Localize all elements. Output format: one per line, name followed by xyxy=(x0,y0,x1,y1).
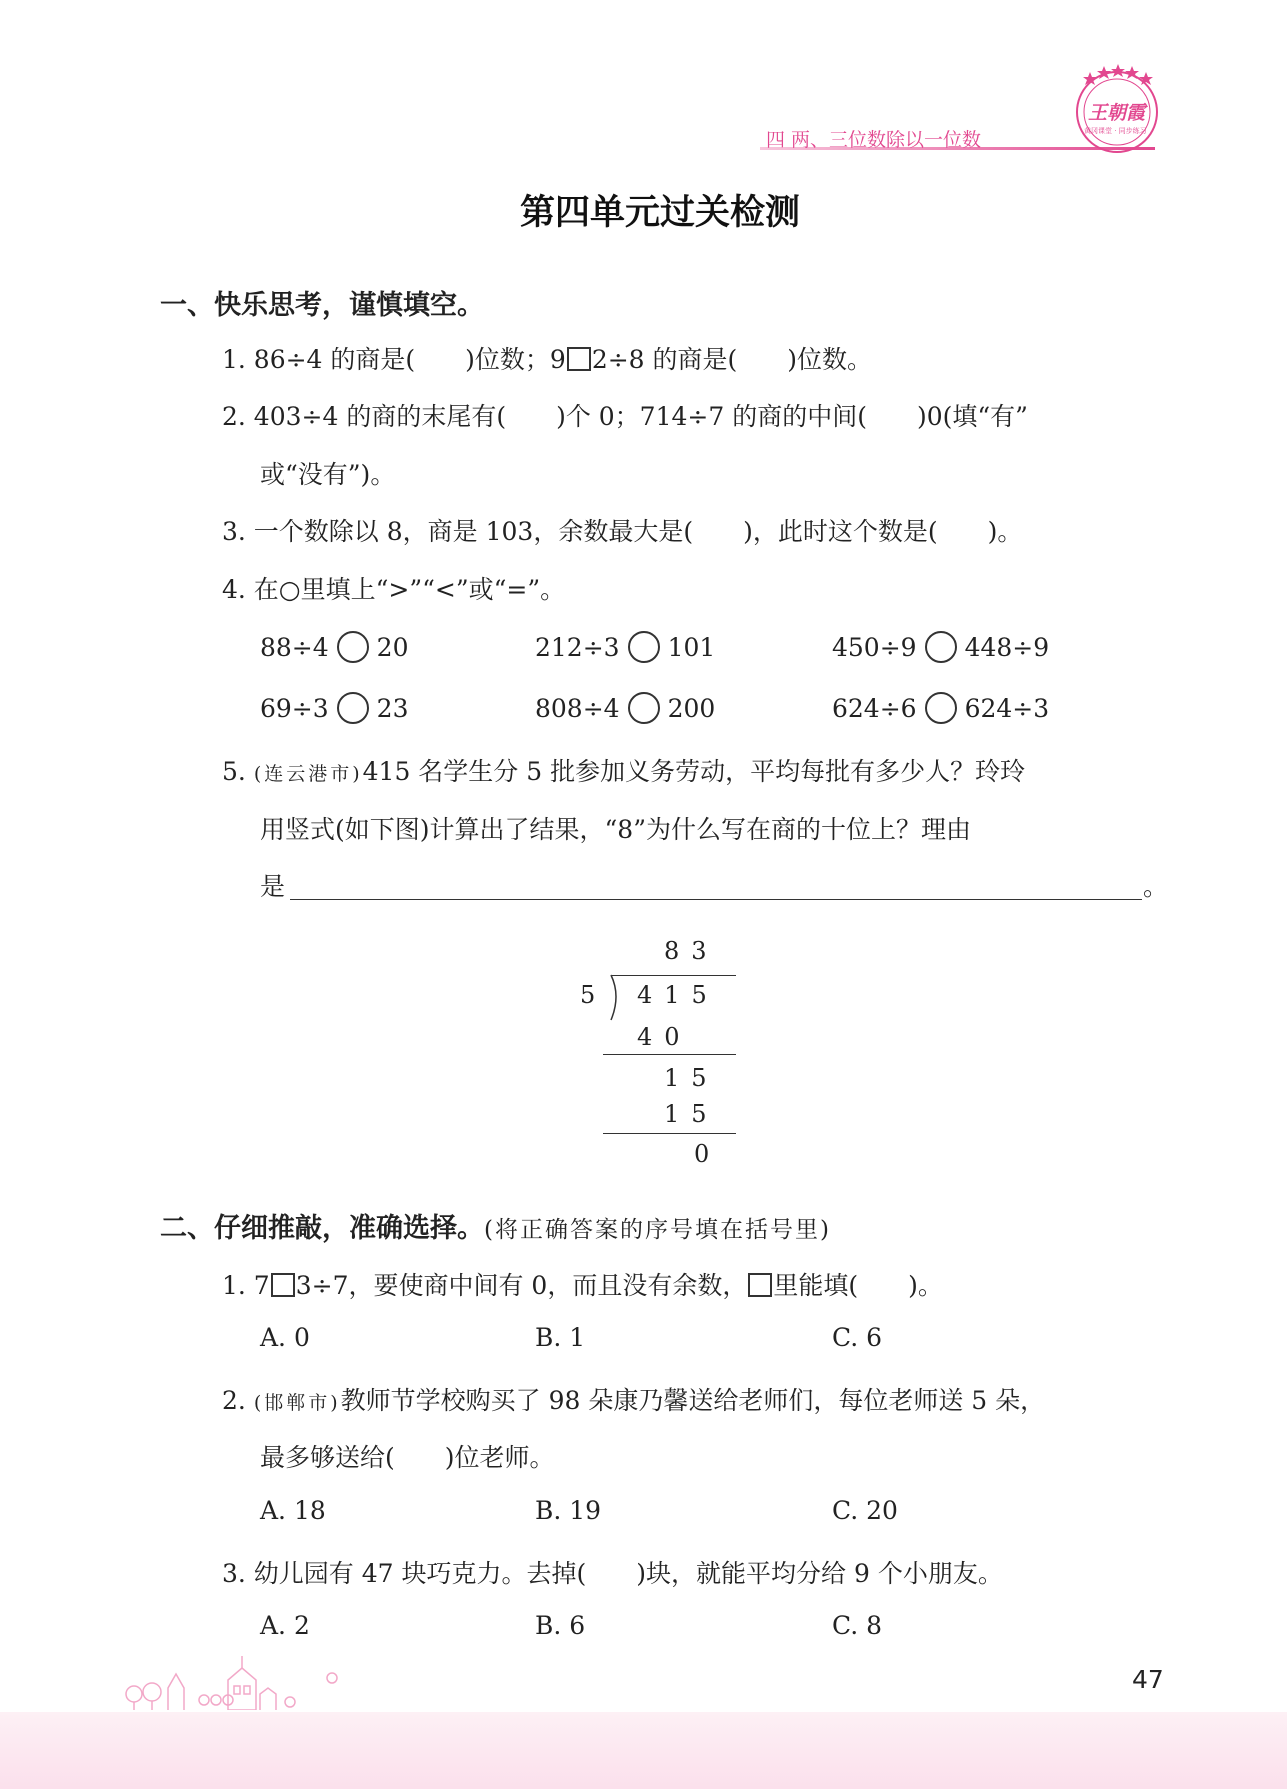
page-number: 47 xyxy=(1132,1665,1164,1694)
s1-question-1: 1. 86÷4 的商是( )位数；9 2÷8 的商是( )位数。 xyxy=(222,345,873,374)
answer-circle[interactable] xyxy=(925,631,957,663)
division-step-3: 15 xyxy=(664,1100,719,1128)
blank-box-icon xyxy=(567,347,591,371)
compare-item-3: 450÷9 448÷9 xyxy=(832,632,1050,662)
division-rule xyxy=(603,1133,736,1134)
answer-circle[interactable] xyxy=(628,692,660,724)
division-remainder: 0 xyxy=(694,1140,722,1168)
s2-q2-option-b[interactable]: B. 19 xyxy=(535,1496,602,1525)
s1-question-5-cont: 用竖式(如下图)计算出了结果，“8”为什么写在商的十位上？理由 xyxy=(260,815,971,844)
section2-heading: 二、仔细推敲，准确选择。(将正确答案的序号填在括号里) xyxy=(160,1213,831,1244)
division-rule xyxy=(603,1054,736,1055)
s1-question-2-cont: 或“没有”)。 xyxy=(260,460,396,489)
s1-question-5: 5. (连云港市)415 名学生分 5 批参加义务劳动，平均每批有多少人？玲玲 xyxy=(222,757,1026,786)
division-quotient: 83 xyxy=(664,937,719,965)
s2-q3-option-b[interactable]: B. 6 xyxy=(535,1611,586,1640)
s2-q3-option-c[interactable]: C. 8 xyxy=(832,1611,883,1640)
compare-item-6: 624÷6 624÷3 xyxy=(832,693,1050,723)
blank-box-icon xyxy=(748,1273,772,1297)
page-title: 第四单元过关检测 xyxy=(519,193,800,233)
division-dividend: 415 xyxy=(637,981,719,1009)
answer-circle[interactable] xyxy=(925,692,957,724)
blank-box-icon xyxy=(271,1273,295,1297)
s2-q1-option-b[interactable]: B. 1 xyxy=(535,1323,586,1352)
compare-item-4: 69÷3 23 xyxy=(260,693,409,723)
division-bar xyxy=(612,975,736,976)
compare-item-1: 88÷4 20 xyxy=(260,632,409,662)
answer-circle[interactable] xyxy=(628,631,660,663)
s2-q1-option-c[interactable]: C. 6 xyxy=(832,1323,883,1352)
answer-circle[interactable] xyxy=(337,692,369,724)
source-tag: (邯郸市) xyxy=(253,1392,341,1414)
s2-q2-option-c[interactable]: C. 20 xyxy=(832,1496,898,1525)
s2-q3-option-a[interactable]: A. 2 xyxy=(260,1611,310,1640)
compare-item-5: 808÷4 200 xyxy=(535,693,716,723)
compare-item-2: 212÷3 101 xyxy=(535,632,716,662)
s1-question-3: 3. 一个数除以 8，商是 103，余数最大是( )，此时这个数是( )。 xyxy=(222,517,1023,546)
s2-q1-option-a[interactable]: A. 0 xyxy=(260,1323,310,1352)
division-divisor: 5 xyxy=(580,981,608,1009)
answer-line[interactable] xyxy=(290,899,1142,900)
s1-question-2: 2. 403÷4 的商的末尾有( )个 0；714÷7 的商的中间( )0(填“有” xyxy=(222,402,1028,431)
s2-question-2: 2. (邯郸市)教师节学校购买了 98 朵康乃馨送给老师们，每位老师送 5 朵， xyxy=(222,1386,1046,1415)
chapter-label: 四 两、三位数除以一位数 xyxy=(766,129,982,151)
s2-question-1: 1. 7 3÷7，要使商中间有 0，而且没有余数， 里能填( )。 xyxy=(222,1271,943,1300)
footer-band xyxy=(0,1712,1287,1789)
s2-question-2-cont: 最多够送给( )位老师。 xyxy=(260,1443,555,1472)
s2-question-3: 3. 幼儿园有 47 块巧克力。去掉( )块，就能平均分给 9 个小朋友。 xyxy=(222,1559,1003,1588)
division-step-1: 40 xyxy=(637,1023,692,1051)
logo-seal xyxy=(1070,62,1165,157)
logo-subtext: 黄冈课堂 · 同步练习 xyxy=(1084,127,1147,135)
section1-heading: 一、快乐思考，谨慎填空。 xyxy=(160,290,484,321)
section2-note: (将正确答案的序号填在括号里) xyxy=(484,1217,831,1243)
division-step-2: 15 xyxy=(664,1064,719,1092)
logo-text: 王朝霞 xyxy=(1088,102,1146,124)
answer-circle[interactable] xyxy=(337,631,369,663)
s1-question-4: 4. 在○里填上“>”“<”或“=”。 xyxy=(222,575,566,604)
s2-q2-option-a[interactable]: A. 18 xyxy=(260,1496,326,1525)
answer-line-end: 。 xyxy=(1143,872,1169,901)
source-tag: (连云港市) xyxy=(253,763,363,785)
s1-question-5-answer: 是 xyxy=(260,872,286,901)
castle-decoration-icon xyxy=(120,1650,350,1710)
division-bracket xyxy=(605,974,625,1022)
